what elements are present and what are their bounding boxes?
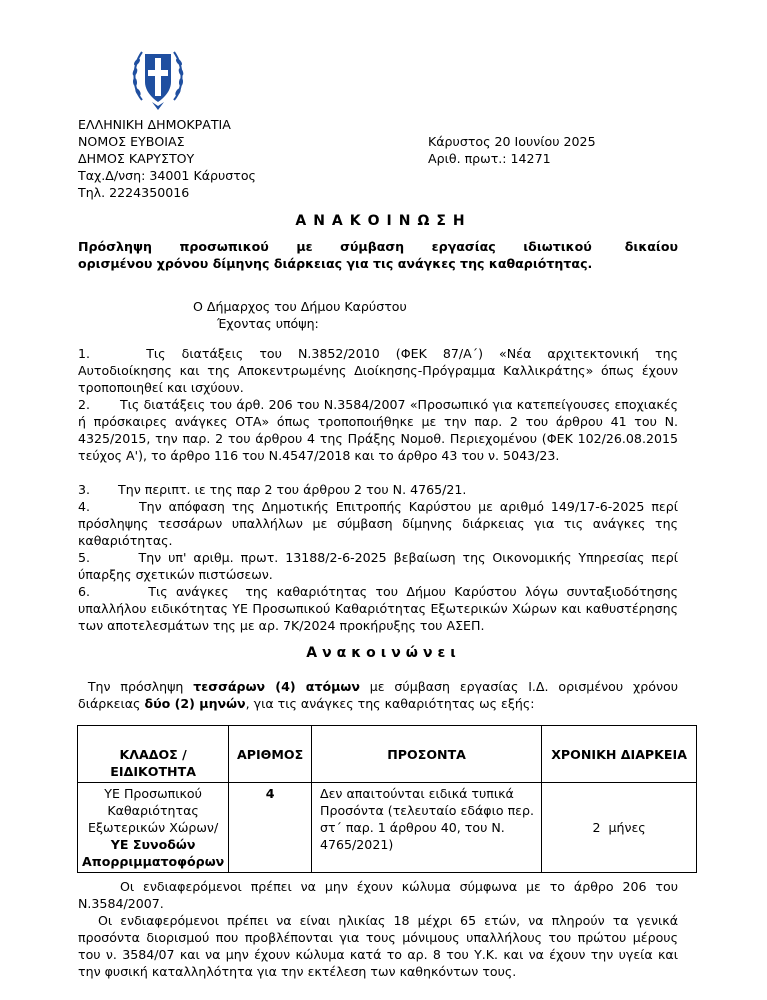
consideration-1: 1. Τις διατάξεις του Ν.3852/2010 (ΦΕΚ 87/Α΄) «Νέα αρχιτεκτονική της Αυτοδιοίκησης και της Αποκεντρωμένης Διοίκησης-Πρόγραμμα Καλλικράτης» όπως έχουν τροποποιηθεί και ισχύουν. <box>78 346 683 395</box>
intro-text-3: , για τις ανάγκες της καθαριότητας ως εξής: <box>245 696 535 711</box>
subject-line-1: Πρόσληψη προσωπικού με σύμβαση εργασίας ιδιωτικού δικαίου <box>78 239 678 254</box>
protocol-number: Αριθ. πρωτ.: 14271 <box>428 151 551 166</box>
greek-emblem-icon <box>130 40 186 112</box>
considering-label: Έχοντας υπόψη: <box>217 316 319 331</box>
specialty-bold-text: ΥΕ Συνοδών Απορριμματοφόρων <box>82 837 225 869</box>
consideration-2: 2. Τις διατάξεις του άρθ. 206 του Ν.3584/2007 «Προσωπικό για κατεπείγουσες εποχιακές ή πρόσκαιρες ανάγκες ΟΤΑ» όπως τροποποιήθηκε με την παρ. 2 του άρθρου 41 του Ν. 4325/2015, την παρ. 2 του άρθρου 4 της Πράξης Νομοθ. Περιεχομένου (ΦΕΚ 102/26.08.2015 τεύχος Α'), το άρθρο 116 του Ν.4547/2018 και το άρθρο 43 του ν. 5043/23. <box>78 397 683 463</box>
intro-count: τεσσάρων (4) ατόμων <box>193 679 360 694</box>
document-title: ΑΝΑΚΟΙΝΩΣΗ <box>295 213 472 229</box>
postal-address: Ταχ.Δ/νση: 34001 Κάρυστος <box>78 168 256 183</box>
cell-qualifications: Δεν απαιτούνται ειδικά τυπικά Προσόντα (τελευταίο εδάφιο περ. στ΄ παρ. 1 άρθρου 40, του Ν. 4765/2021) <box>312 783 542 873</box>
table-header-row <box>78 726 697 783</box>
consideration-4: 4. Την απόφαση της Δημοτικής Επιτροπής Καρύστου με αριθμό 149/17-6-2025 περί πρόσληψης τεσσάρων υπαλλήλων με σύμβαση δίμηνης διάρκειας για τις ανάγκες της καθαριότητας. <box>78 499 683 548</box>
country-name: ΕΛΛΗΝΙΚΗ ΔΗΜΟΚΡΑΤΙΑ <box>78 117 231 132</box>
intro-duration: δύο (2) μηνών <box>144 696 246 711</box>
phone-number: Τηλ. 2224350016 <box>78 185 190 200</box>
intro-text-1: Την πρόσληψη <box>78 679 194 694</box>
header-number: ΑΡΙΘΜΟΣ <box>229 726 312 783</box>
intro-paragraph <box>78 678 683 712</box>
consideration-3: 3. Την περιπτ. ιε της παρ 2 του άρθρου 2 του Ν. 4765/21. <box>78 482 467 497</box>
mayor-line: Ο Δήμαρχος του Δήμου Καρύστου <box>193 299 407 314</box>
header-specialty: ΚΛΑΔΟΣ / ΕΙΔΙΚΟΤΗΤΑ <box>78 726 229 783</box>
header-duration: ΧΡΟΝΙΚΗ ΔΙΑΡΚΕΙΑ <box>542 726 697 783</box>
announces-heading: Ανακοινώνει <box>306 645 461 661</box>
place-date: Κάρυστος 20 Ιουνίου 2025 <box>428 134 596 149</box>
intro-text-2: με σύμβαση εργασίας Ι.Δ. ορισμένου χρόνου διάρκειας <box>78 679 683 711</box>
cell-duration: 2 μήνες <box>542 783 697 873</box>
closing-paragraph-1: Οι ενδιαφερόμενοι πρέπει να μην έχουν κώλυμα σύμφωνα με το άρθρο 206 του Ν.3584/2007. <box>78 879 678 911</box>
cell-specialty <box>78 783 229 873</box>
prefecture-name: ΝΟΜΟΣ ΕΥΒΟΙΑΣ <box>78 134 185 149</box>
subject-line-2: ορισμένου χρόνου δίμηνης διάρκειας για τις ανάγκες της καθαριότητας. <box>78 256 593 271</box>
consideration-5: 5. Την υπ' αριθμ. πρωτ. 13188/2-6-2025 βεβαίωση της Οικονομικής Υπηρεσίας περί ύπαρξης σχετικών πιστώσεων. <box>78 550 683 582</box>
positions-table <box>77 725 697 873</box>
closing-paragraph-2: Οι ενδιαφερόμενοι πρέπει να είναι ηλικίας 18 μέχρι 65 ετών, να πληρούν τα γενικά προσόντα διορισμού που προβλέπονται για τους μόνιμους υπαλλήλους του πρώτου μέρους του ν. 3584/07 και να μην έχουν κώλυμα κατά το αρ. 8 του Υ.Κ. και να έχουν την υγεία και την φυσική καταλληλότητα για την εκτέλεση των καθηκόντων τους. <box>78 913 678 979</box>
header-qualifications: ΠΡΟΣΟΝΤΑ <box>312 726 542 783</box>
cell-number: 4 <box>229 783 312 873</box>
consideration-6: 6. Τις ανάγκες της καθαριότητας του Δήμου Καρύστου λόγω συνταξιοδότησης υπαλλήλου ειδικότητας ΥΕ Προσωπικού Καθαριότητας Εξωτερικών Χώρων και καθυστέρησης των αποτελεσμάτων της με αρ. 7Κ/2024 προκήρυξης του ΑΣΕΠ. <box>78 584 683 633</box>
table-row <box>78 783 697 873</box>
municipality-name: ΔΗΜΟΣ ΚΑΡΥΣΤΟΥ <box>78 151 195 166</box>
specialty-text: ΥΕ Προσωπικού Καθαριότητας Εξωτερικών Χώρων/ <box>88 786 219 835</box>
